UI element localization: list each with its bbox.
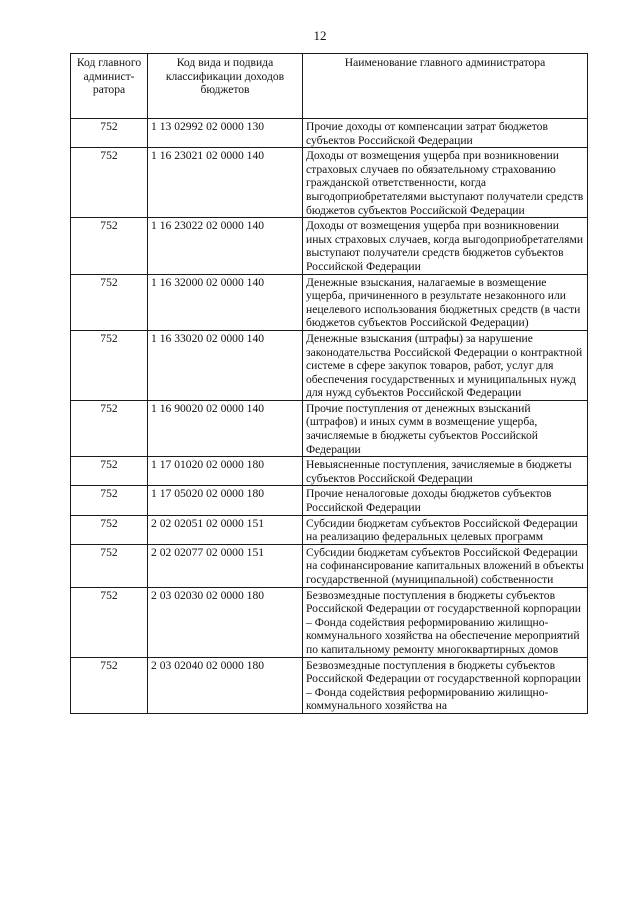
admin-code-cell: 752 xyxy=(71,587,148,657)
income-code-cell: 1 17 05020 02 0000 180 xyxy=(148,486,303,515)
admin-name-cell: Субсидии бюджетам субъектов Российской Федерации на софинансирование капитальных вложений в объекты государственной (муниципальной) собственности xyxy=(303,544,588,587)
admin-code-cell: 752 xyxy=(71,119,148,148)
page-number: 12 xyxy=(313,28,327,43)
admin-code-cell: 752 xyxy=(71,274,148,330)
income-administrators-table xyxy=(70,53,588,714)
income-code-cell: 1 16 90020 02 0000 140 xyxy=(148,400,303,456)
table-header xyxy=(71,54,588,119)
admin-code-cell: 752 xyxy=(71,515,148,544)
income-code-cell: 1 16 23021 02 0000 140 xyxy=(148,148,303,218)
admin-code-cell: 752 xyxy=(71,330,148,400)
income-code-cell: 2 03 02040 02 0000 180 xyxy=(148,657,303,713)
admin-name-cell: Доходы от возмещения ущерба при возникновении иных страховых случаев, когда выгодоприобретателями выступают получатели средств бюджетов субъектов Российской Федерации xyxy=(303,218,588,274)
table-row xyxy=(71,148,588,218)
header-row xyxy=(71,54,588,119)
admin-name-cell: Денежные взыскания, налагаемые в возмещение ущерба, причиненного в результате незаконного или нецелевого использования бюджетных средств (в части бюджетов субъектов Российской Федерации) xyxy=(303,274,588,330)
table-row xyxy=(71,330,588,400)
header-admin-name: Наименование главного администратора xyxy=(303,54,588,119)
table-row xyxy=(71,587,588,657)
header-admin-code: Код главного админист-ратора xyxy=(71,54,148,119)
table-row xyxy=(71,657,588,713)
admin-code-cell: 752 xyxy=(71,544,148,587)
admin-code-cell: 752 xyxy=(71,400,148,456)
admin-code-cell: 752 xyxy=(71,486,148,515)
admin-code-cell: 752 xyxy=(71,657,148,713)
income-code-cell: 2 02 02077 02 0000 151 xyxy=(148,544,303,587)
admin-name-cell: Невыясненные поступления, зачисляемые в бюджеты субъектов Российской Федерации xyxy=(303,457,588,486)
table-row xyxy=(71,457,588,486)
income-code-cell: 1 17 01020 02 0000 180 xyxy=(148,457,303,486)
income-code-cell: 2 02 02051 02 0000 151 xyxy=(148,515,303,544)
table-row xyxy=(71,515,588,544)
income-code-cell: 1 16 33020 02 0000 140 xyxy=(148,330,303,400)
income-code-cell: 1 16 23022 02 0000 140 xyxy=(148,218,303,274)
admin-name-cell: Безвозмездные поступления в бюджеты субъектов Российской Федерации от государственной корпорации – Фонда содействия реформированию жилищно-коммунального хозяйства на обеспечение мероприятий по капитальному ремонту многоквартирных домов xyxy=(303,587,588,657)
admin-name-cell: Прочие неналоговые доходы бюджетов субъектов Российской Федерации xyxy=(303,486,588,515)
admin-code-cell: 752 xyxy=(71,457,148,486)
table-row xyxy=(71,274,588,330)
admin-name-cell: Доходы от возмещения ущерба при возникновении страховых случаев по обязательному страхованию гражданской ответственности, когда выгодоприобретателями выступают получатели средств бюджетов субъектов Российской Федерации xyxy=(303,148,588,218)
table-row xyxy=(71,486,588,515)
income-code-cell: 1 13 02992 02 0000 130 xyxy=(148,119,303,148)
admin-code-cell: 752 xyxy=(71,148,148,218)
table-row xyxy=(71,218,588,274)
admin-name-cell: Прочие поступления от денежных взысканий (штрафов) и иных сумм в возмещение ущерба, зачисляемые в бюджеты субъектов Российской Федерации xyxy=(303,400,588,456)
header-income-code: Код вида и подвида классификации доходов бюджетов xyxy=(148,54,303,119)
admin-name-cell: Денежные взыскания (штрафы) за нарушение законодательства Российской Федерации о контрактной системе в сфере закупок товаров, работ, услуг для обеспечения государственных и муниципальных нужд для нужд субъектов Российской Федерации xyxy=(303,330,588,400)
income-code-cell: 1 16 32000 02 0000 140 xyxy=(148,274,303,330)
admin-code-cell: 752 xyxy=(71,218,148,274)
income-code-cell: 2 03 02030 02 0000 180 xyxy=(148,587,303,657)
admin-name-cell: Безвозмездные поступления в бюджеты субъектов Российской Федерации от государственной корпорации – Фонда содействия реформированию жилищно-коммунального хозяйства на xyxy=(303,657,588,713)
admin-name-cell: Прочие доходы от компенсации затрат бюджетов субъектов Российской Федерации xyxy=(303,119,588,148)
table-row xyxy=(71,544,588,587)
admin-name-cell: Субсидии бюджетам субъектов Российской Федерации на реализацию федеральных целевых программ xyxy=(303,515,588,544)
table-row xyxy=(71,400,588,456)
table-row xyxy=(71,119,588,148)
